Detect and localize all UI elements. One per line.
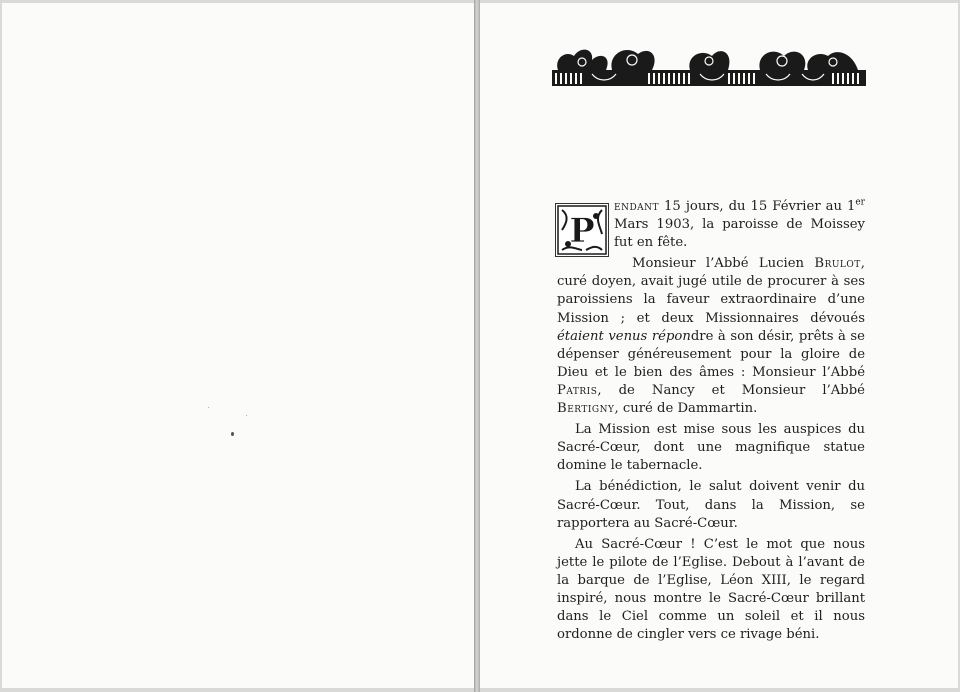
left-page-blank <box>2 3 474 688</box>
p2-text-c: dre à son désir, prêts à se dépenser généreusement pour la gloire de Dieu et le bien des âmes : Monsieur l’Abbé <box>557 328 865 380</box>
p2-text-a: Monsieur l’Abbé Lucien <box>632 256 815 272</box>
dropcap-letter: P <box>569 211 595 251</box>
paragraph-5: Au Sacré-Cœur ! C’est le mot que nous jette le pilote de l’Eglise. Debout à l’avant de la barque de l’Eglise, Léon XIII, le regard inspiré, nous montre le Sacré-Cœur brillant dans le Ciel comme un soleil et il nous ordonne de cingler vers ce rivage béni. <box>557 536 865 643</box>
p1-superscript: er <box>855 197 865 208</box>
p1-text-a: 15 jours, du 15 Février au 1 <box>659 199 856 214</box>
p2-italic: étaient venus répon <box>557 328 691 344</box>
ornamental-header-band <box>552 44 866 88</box>
name-patris: Patris <box>557 382 598 398</box>
p1-text-b: Mars 1903, la paroisse de Moissey fut en fête. <box>614 217 865 251</box>
page-speck <box>246 415 247 416</box>
page-speck <box>208 407 209 408</box>
first-word-rest: endant <box>614 199 660 214</box>
p2-text-b: , curé doyen, avait jugé utile de procurer à ses paroissiens la faveur extraordinaire d’une Mission ; et deux Missionnaires dévoués <box>557 256 865 326</box>
paragraph-3: La Mission est mise sous les auspices du Sacré-Cœur, dont une magnifique statue domine le tabernacle. <box>557 422 865 474</box>
page-speck <box>231 432 234 436</box>
paragraph-1 <box>557 198 865 252</box>
paragraph-2 <box>557 255 865 418</box>
paragraph-4: La bénédiction, le salut doivent venir du Sacré-Cœur. Tout, dans la Mission, se rapportera au Sacré-Cœur. <box>557 479 865 531</box>
mission-text <box>557 198 865 647</box>
name-brulot: Brulot <box>814 256 861 272</box>
p2-text-e: , curé de Dammartin. <box>614 401 758 417</box>
ornate-dropcap <box>555 203 609 257</box>
p2-text-d: , de Nancy et Monsieur l’Abbé <box>597 382 865 398</box>
name-bertigny: Bertigny <box>557 401 615 417</box>
